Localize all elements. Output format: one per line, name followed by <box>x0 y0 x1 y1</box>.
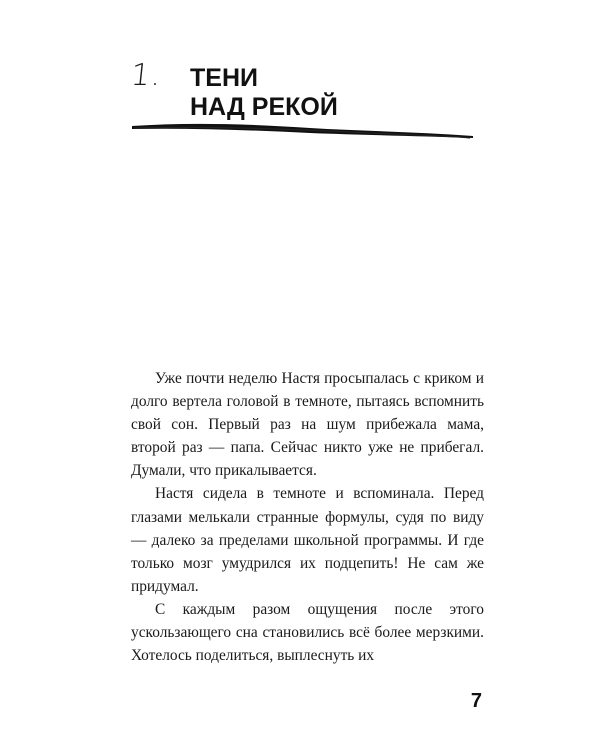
paragraph: Настя сидела в темноте и вспоминала. Перед глазами мелькали странные формулы, судя по виду — далеко за пределами школьной программы. И где только мозг умудрился их подцепить! Не сам же придумал. <box>131 485 484 595</box>
chapter-number: 1. <box>129 58 164 93</box>
brush-stroke-divider <box>130 114 475 144</box>
chapter-title-line-1: ТЕНИ <box>190 64 258 92</box>
paragraph: С каждым разом ощущения после этого ускользающего сна становились всё более мерзкими. Хотелось поделиться, выплеснуть их <box>131 600 484 665</box>
paragraph: Уже почти неделю Настя просыпалась с криком и долго вертела головой в темноте, пытаясь вспомнить свой сон. Первый раз на шум прибежала мама, второй раз — папа. Сейчас никто уже не прибегал. Думали, что прикалывается. <box>131 370 484 480</box>
chapter-title-line-2: НАД РЕКОЙ <box>190 93 338 121</box>
page-number: 7 <box>470 690 482 712</box>
body-text <box>131 367 484 667</box>
